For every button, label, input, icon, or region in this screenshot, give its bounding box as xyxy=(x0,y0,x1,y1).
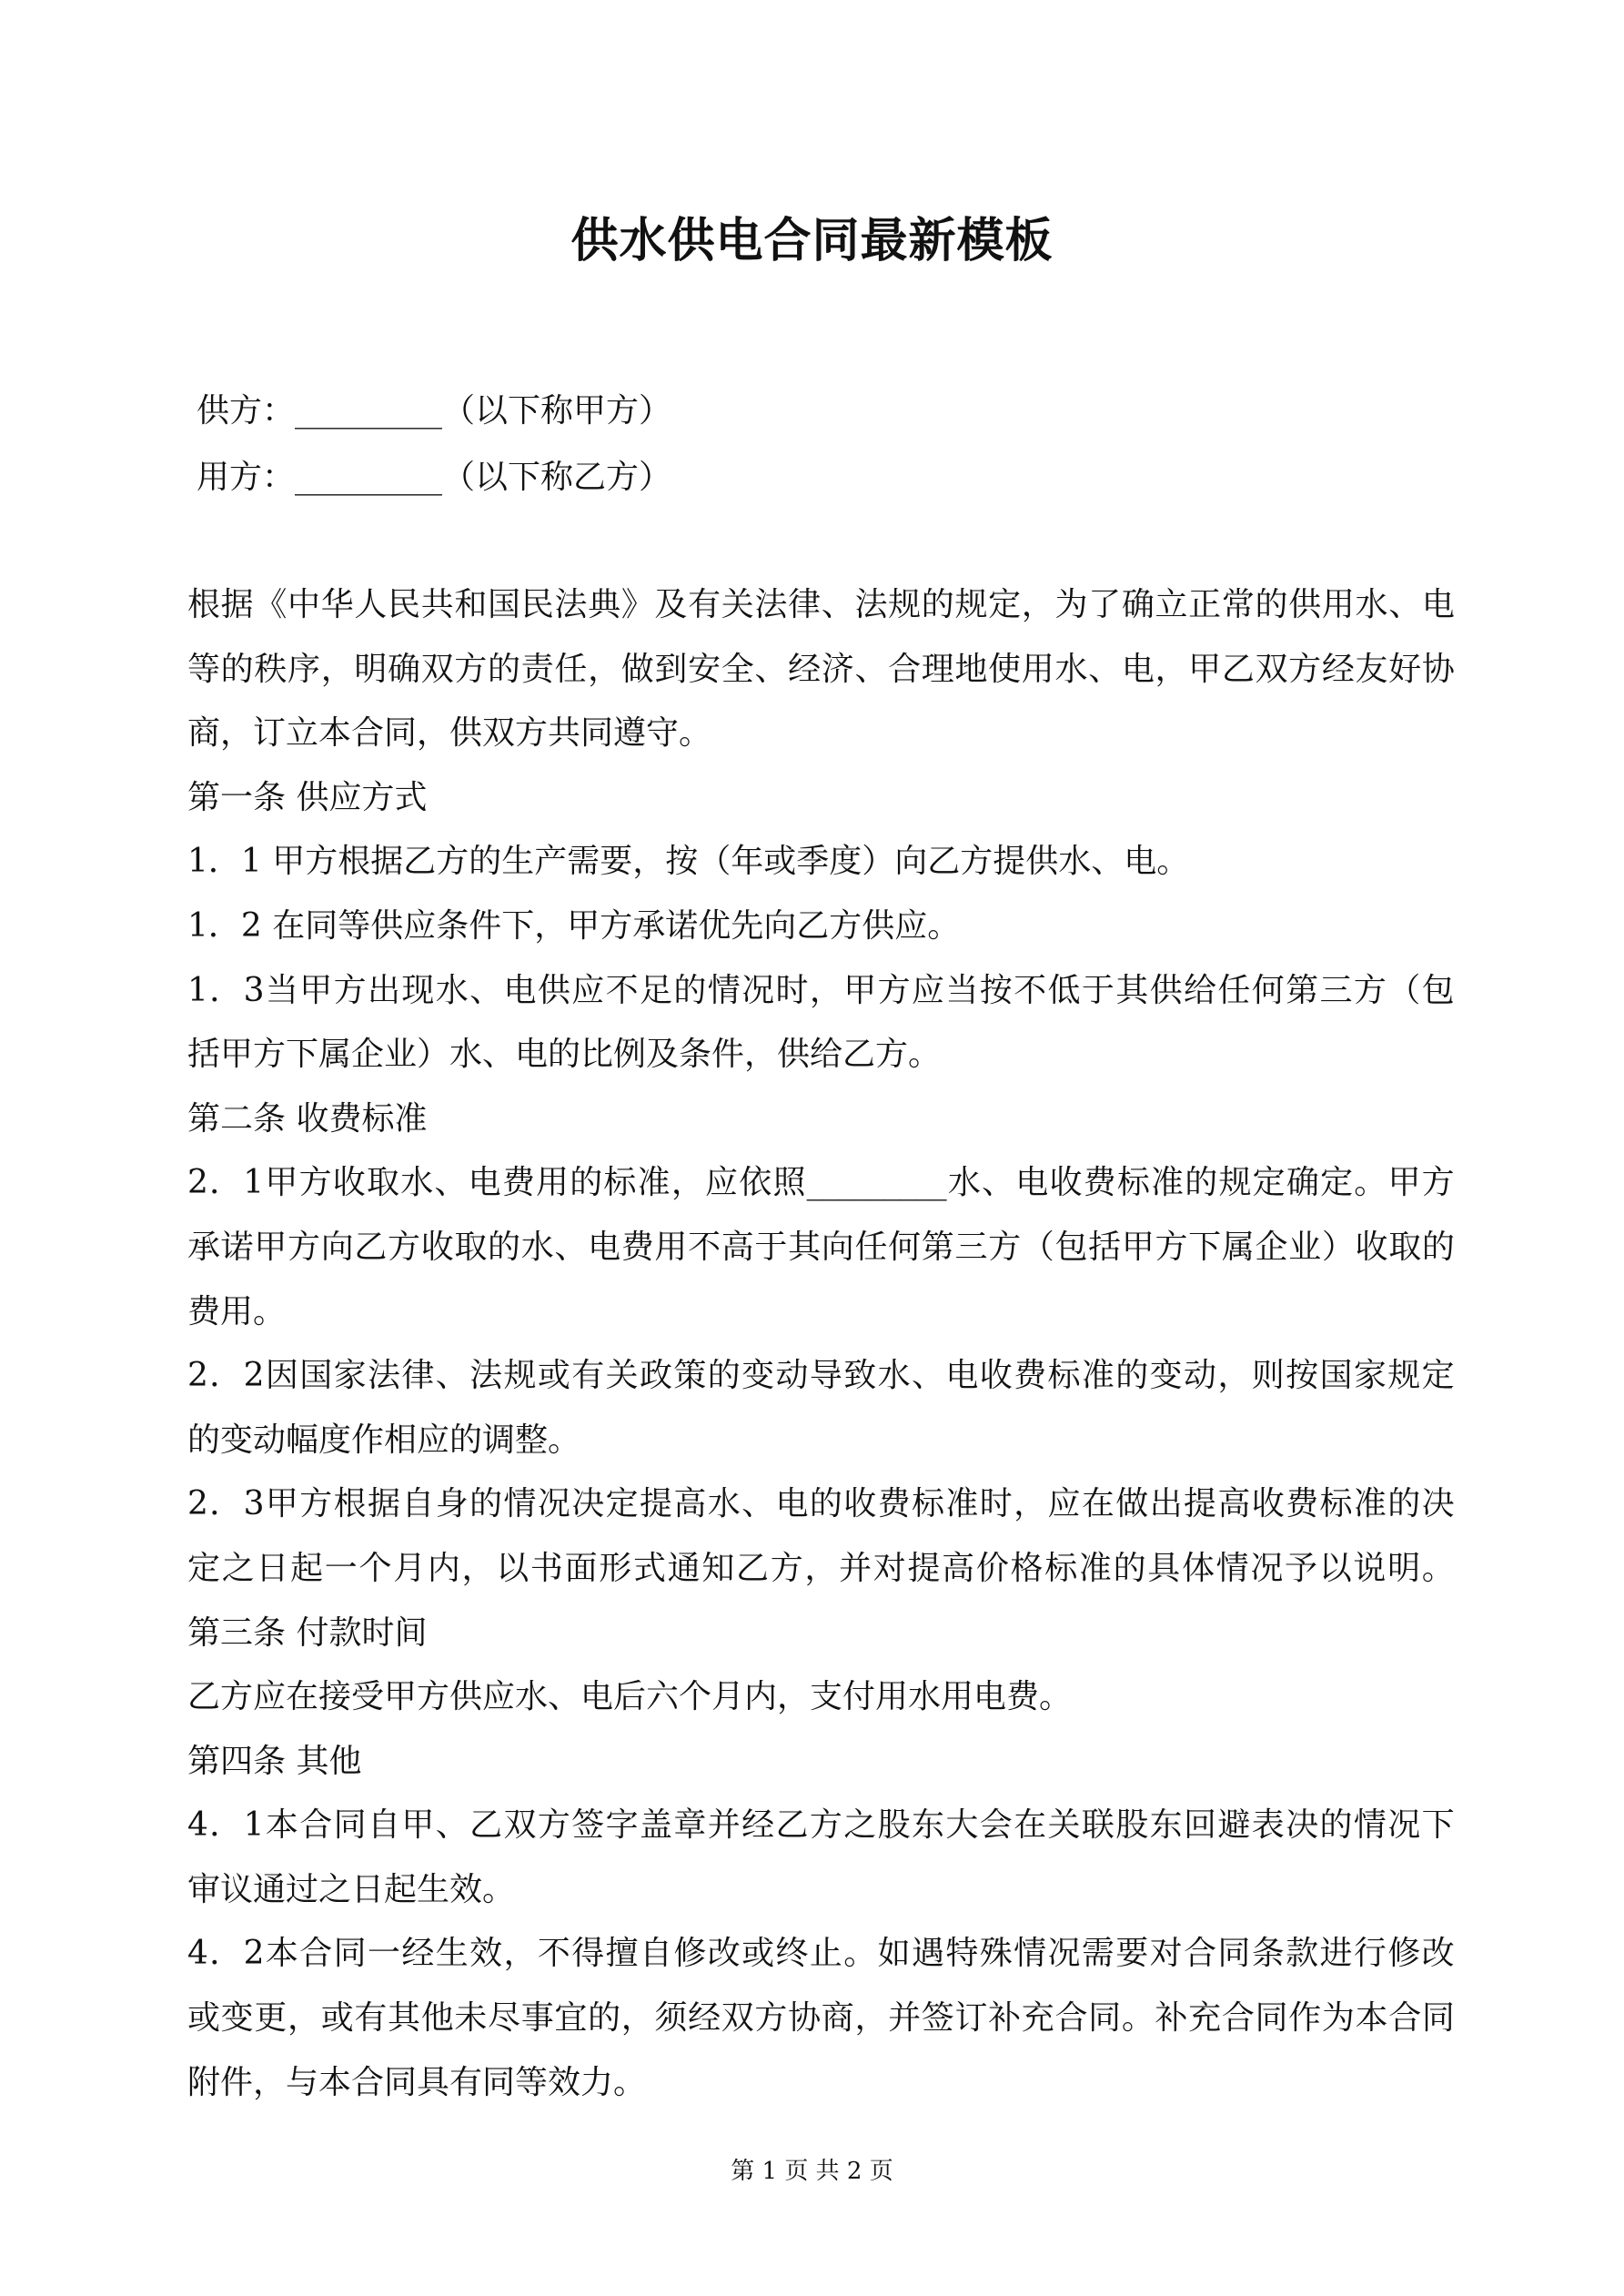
text-line: 乙方应在接受甲方供应水、电后六个月内，支付用水用电费。 xyxy=(187,1678,1073,1716)
text-line: 2 ． 2 因 国 家 法 律 、 法 规 或 有 关 政 策 的 变 动 导 致 水 、 电 收 费 标 准 的 变 动 ， 则 按 国 家 规 定 xyxy=(187,1357,1454,1395)
text-line: 括甲方下属企业）水、电的比例及条件，供给乙方。 xyxy=(187,1036,942,1074)
text-line: 4 ． 1 本 合 同 自 甲 、 乙 双 方 签 字 盖 章 并 经 乙 方 之 股 东 大 会 在 关 联 股 东 回 避 表 决 的 情 况 下 xyxy=(187,1806,1454,1845)
text-line: 费用。 xyxy=(187,1292,287,1330)
text-line: 商，订立本合同，供双方共同遵守。 xyxy=(187,714,712,753)
text-line: 定 之 日 起 一 个 月 内 ， 以 书 面 形 式 通 知 乙 方 ， 并 对 提 高 价 格 标 准 的 具 体 情 况 予 以 说 明 。 xyxy=(187,1549,1454,1587)
text-line: 4 ． 2 本 合 同 一 经 生 效 ， 不 得 擅 自 修 改 或 终 止 。 如 遇 特 殊 情 况 需 要 对 合 同 条 款 进 行 修 改 xyxy=(187,1935,1454,1973)
text-line: 1．2 在同等供应条件下，甲方承诺优先向乙方供应。 xyxy=(187,906,961,945)
document-title: 供水供电合同最新模板 xyxy=(570,213,1054,268)
text-line: 第三条 付款时间 xyxy=(187,1613,428,1652)
user-line: 用方：_________（以下称乙方） xyxy=(197,459,672,496)
text-line: 第二条 收费标准 xyxy=(187,1099,428,1138)
text-line: 附件，与本合同具有同等效力。 xyxy=(187,2063,647,2101)
text-line: 1．1 甲方根据乙方的生产需要，按（年或季度）向乙方提供水、电。 xyxy=(187,843,1190,881)
text-line: 2 ． 3 甲 方 根 据 自 身 的 情 况 决 定 提 高 水 、 电 的 收 费 标 准 时 ， 应 在 做 出 提 高 收 费 标 准 的 决 xyxy=(187,1485,1454,1523)
text-line: 的变动幅度作相应的调整。 xyxy=(187,1421,581,1459)
text-line: 承 诺 甲 方 向 乙 方 收 取 的 水 、 电 费 用 不 高 于 其 向 任 何 第 三 方 （ 包 括 甲 方 下 属 企 业 ） 收 取 的 xyxy=(187,1228,1454,1266)
contract-body xyxy=(187,573,1454,2115)
supplier-line: 供方：_________（以下称甲方） xyxy=(197,392,672,430)
text-line: 2 ． 1 甲 方 收 取 水 、 电 费 用 的 标 准 ， 应 依 照 _________ 水 、 电 收 费 标 准 的 规 定 确 定 。 甲 方 xyxy=(187,1164,1454,1202)
text-line: 根 据 《 中 华 人 民 共 和 国 民 法 典 》 及 有 关 法 律 、 法 规 的 规 定 ， 为 了 确 立 正 常 的 供 用 水 、 电 xyxy=(187,586,1454,623)
text-line: 第一条 供应方式 xyxy=(187,778,428,816)
text-line: 或 变 更 ， 或 有 其 他 未 尽 事 宜 的 ， 须 经 双 方 协 商 ， 并 签 订 补 充 合 同 。 补 充 合 同 作 为 本 合 同 xyxy=(187,1999,1454,2038)
text-line: 第四条 其他 xyxy=(187,1742,362,1780)
text-line: 审议通过之日起生效。 xyxy=(187,1870,516,1908)
text-line: 等 的 秩 序 ， 明 确 双 方 的 责 任 ， 做 到 安 全 、 经 济 、 合 理 地 使 用 水 、 电 ， 甲 乙 双 方 经 友 好 协 xyxy=(187,650,1454,688)
page-footer: 第 1 页 共 2 页 xyxy=(731,2158,893,2185)
text-line: 1 ． 3 当 甲 方 出 现 水 、 电 供 应 不 足 的 情 况 时 ， 甲 方 应 当 按 不 低 于 其 供 给 任 何 第 三 方 （ 包 xyxy=(187,971,1454,1009)
parties-block xyxy=(197,378,1444,511)
